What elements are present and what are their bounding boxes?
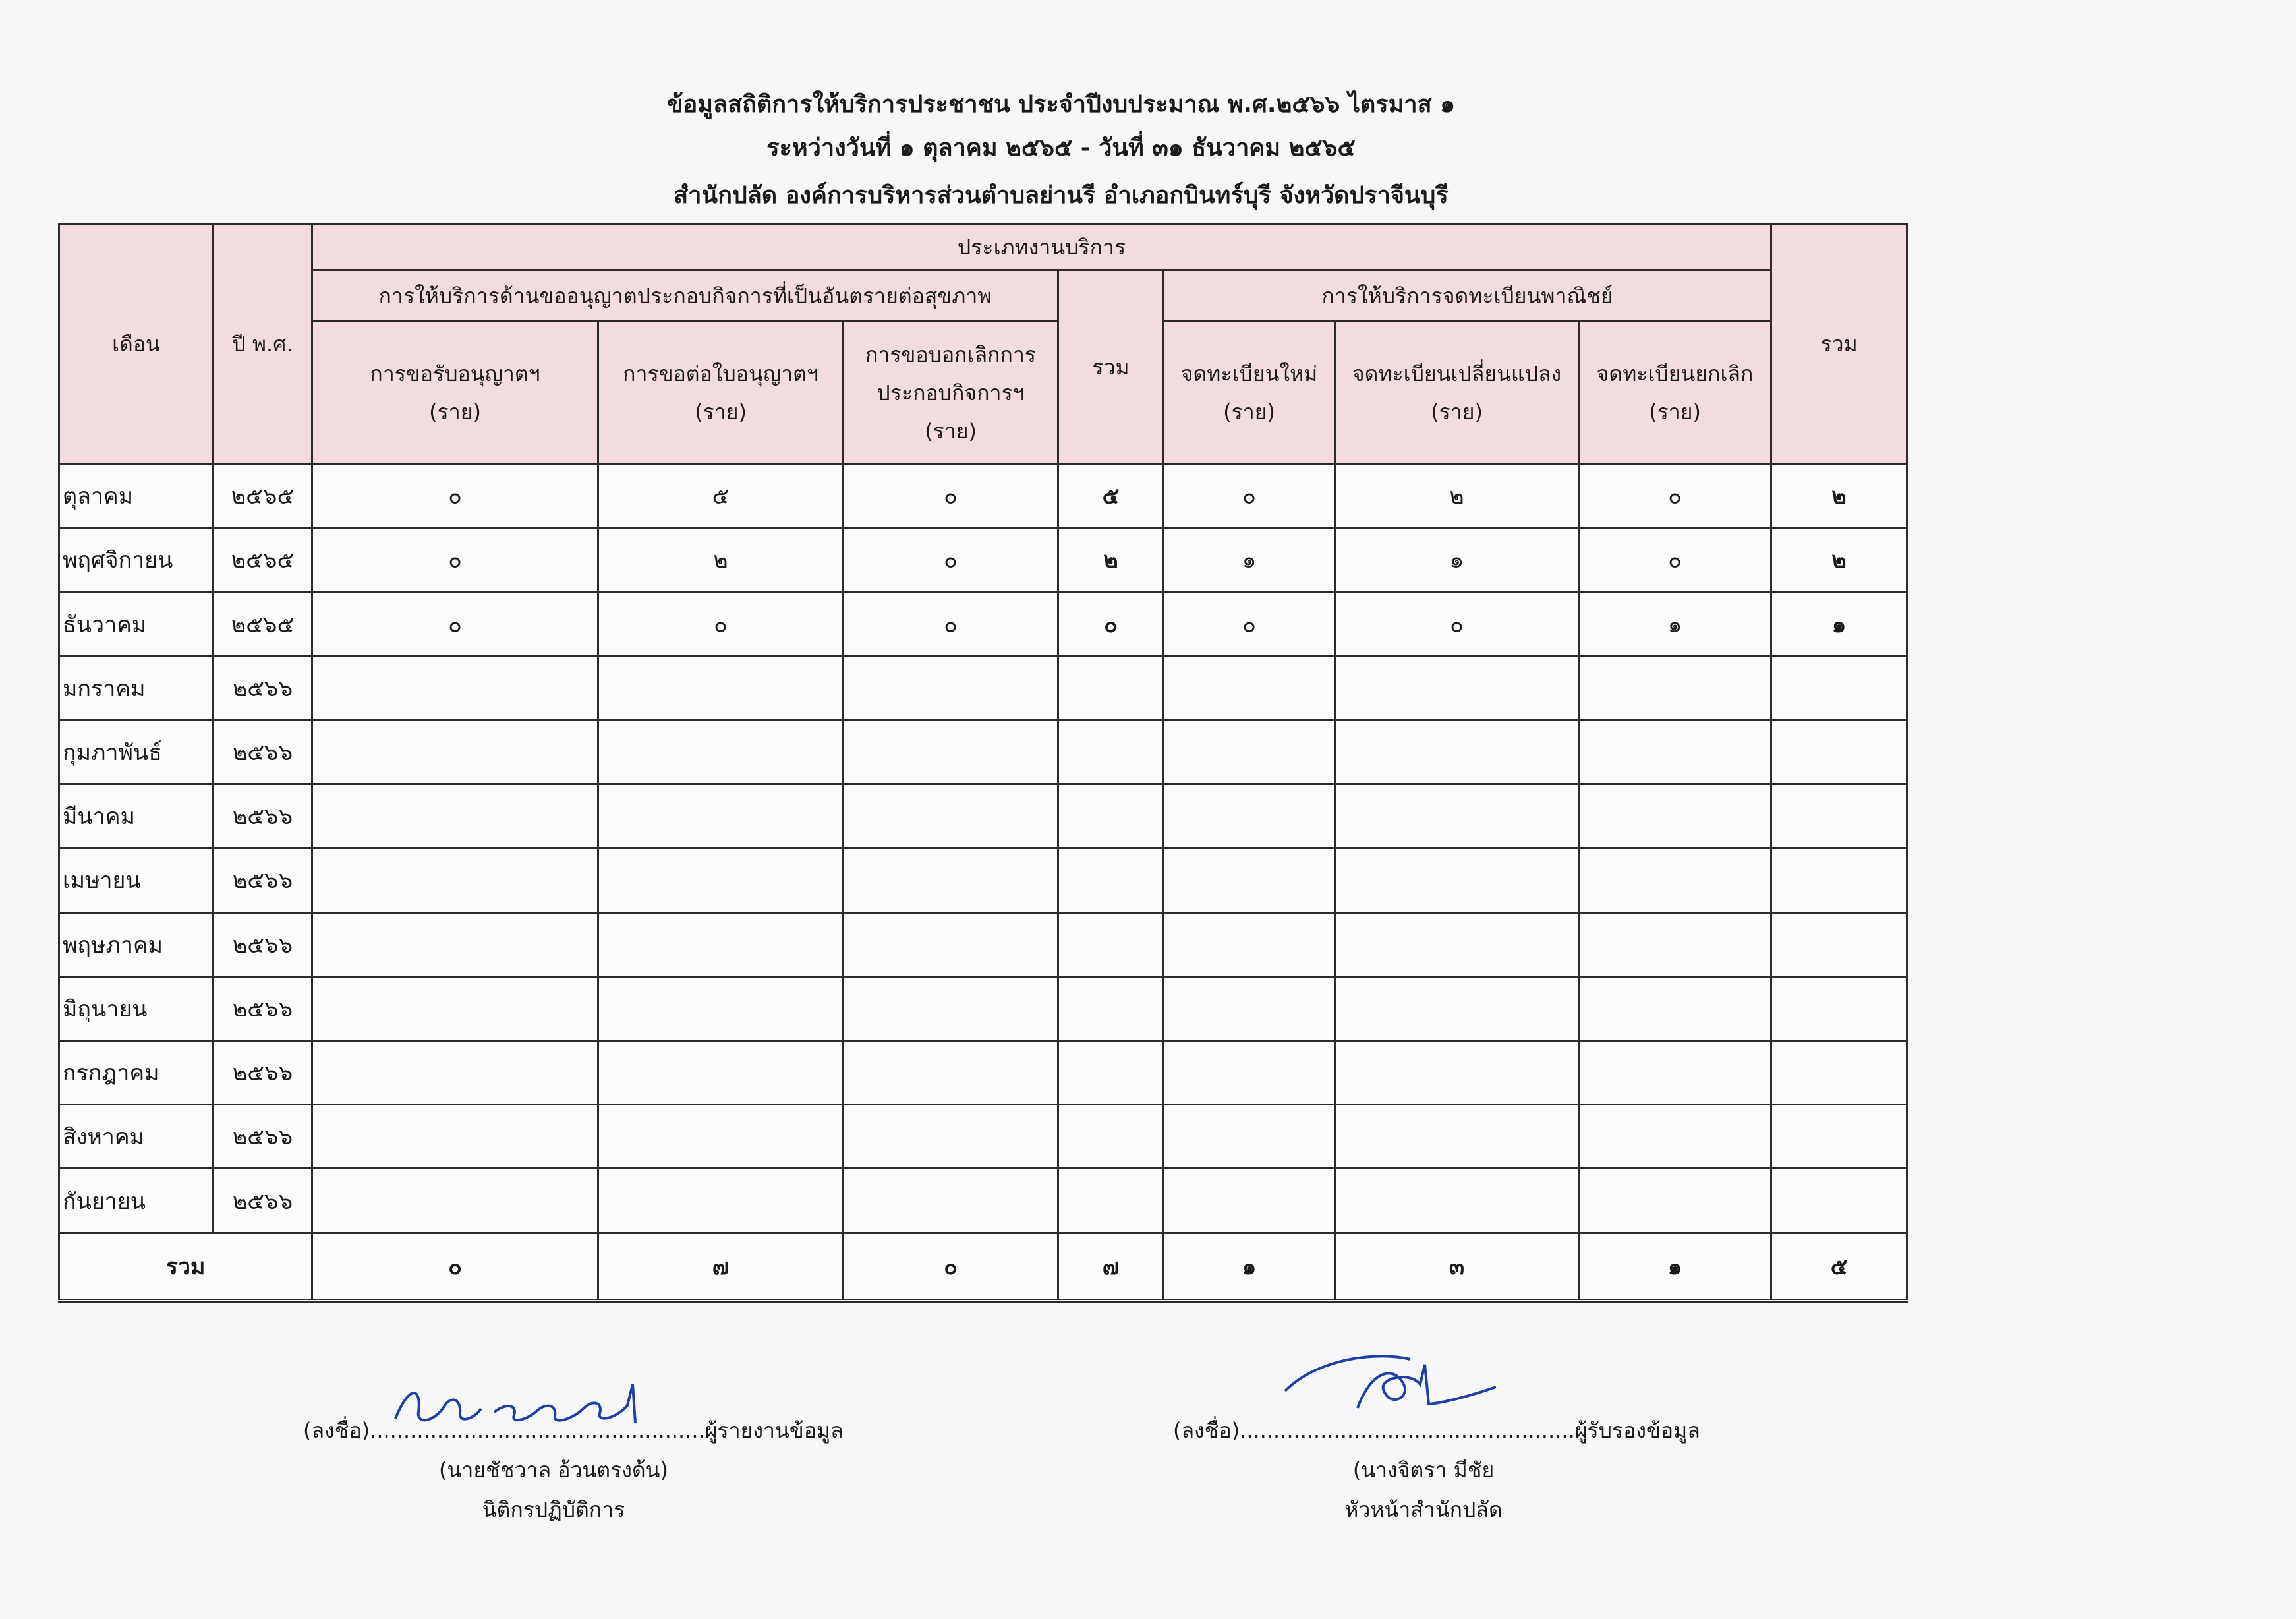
- cell-sum-commerce: [1771, 848, 1907, 912]
- cell-year: ๒๕๖๖: [214, 1169, 312, 1233]
- cell-month: สิงหาคม: [59, 1105, 214, 1169]
- cell-revoke: ๐: [1579, 464, 1771, 528]
- cell-cancel: [844, 912, 1058, 976]
- certifier-signature-stroke: [1285, 1356, 1496, 1408]
- cell-new: [1164, 912, 1335, 976]
- cell-sum-health: [1058, 784, 1164, 848]
- header-total-commerce: รวม: [1771, 224, 1907, 464]
- reporter-signature-stroke: [395, 1384, 635, 1423]
- cell-renew: ๕: [598, 464, 844, 528]
- cell-cancel: [844, 1105, 1058, 1169]
- cell-request: [312, 720, 598, 784]
- cell-sum-health: [1058, 1105, 1164, 1169]
- cell-change: ๑: [1335, 528, 1579, 592]
- header-year: ปี พ.ศ.: [214, 224, 312, 464]
- cell-change: [1335, 848, 1579, 912]
- cell-sum-health: [1058, 656, 1164, 720]
- cell-cancel: [844, 784, 1058, 848]
- cell-renew: [598, 1040, 844, 1104]
- cell-request: [312, 1105, 598, 1169]
- cell-new: [1164, 656, 1335, 720]
- cell-change: [1335, 784, 1579, 848]
- total-row: [59, 1233, 1907, 1301]
- cell-month: กุมภาพันธ์: [59, 720, 214, 784]
- cell-sum-commerce: ๒: [1771, 528, 1907, 592]
- header-month: เดือน: [59, 224, 214, 464]
- cell-request: [312, 912, 598, 976]
- certifier-sign-dots: ..................................................: [1240, 1418, 1575, 1443]
- cell-cancel: [844, 848, 1058, 912]
- cell-year: ๒๕๖๖: [214, 784, 312, 848]
- cell-year: ๒๕๖๕: [214, 464, 312, 528]
- cell-year: ๒๕๖๖: [214, 720, 312, 784]
- cell-new: ๑: [1164, 528, 1335, 592]
- table-row: [59, 592, 1907, 656]
- table-row: [59, 912, 1907, 976]
- cell-revoke: [1579, 848, 1771, 912]
- cell-year: ๒๕๖๖: [214, 1040, 312, 1104]
- cell-renew: [598, 1169, 844, 1233]
- certifier-sign-prefix: (ลงชื่อ): [1173, 1418, 1240, 1443]
- cell-sum-commerce: ๒: [1771, 464, 1907, 528]
- reporter-sign-dots: ..................................................: [370, 1418, 705, 1443]
- cell-request: ๐: [312, 464, 598, 528]
- cell-cancel: ๐: [844, 528, 1058, 592]
- certifier-position: หัวหน้าสำนักปลัด: [1344, 1497, 1503, 1522]
- header-revoke-label: จดทะเบียนยกเลิก: [1596, 361, 1754, 386]
- certifier-role: ผู้รับรองข้อมูล: [1574, 1418, 1700, 1443]
- total-change: ๓: [1335, 1233, 1579, 1301]
- cell-renew: [598, 912, 844, 976]
- header-unit: (ราย): [925, 418, 977, 444]
- statistics-table: [58, 223, 1908, 1303]
- cell-year: ๒๕๖๕: [214, 592, 312, 656]
- cell-sum-health: [1058, 1169, 1164, 1233]
- cell-month: ธันวาคม: [59, 592, 214, 656]
- header-renew-label: การขอต่อใบอนุญาตฯ: [623, 361, 818, 386]
- cell-renew: [598, 656, 844, 720]
- cell-revoke: [1579, 784, 1771, 848]
- cell-revoke: [1579, 1169, 1771, 1233]
- total-cancel: ๐: [844, 1233, 1058, 1301]
- cell-cancel: [844, 1169, 1058, 1233]
- table-row: [59, 1040, 1907, 1104]
- total-new: ๑: [1164, 1233, 1335, 1301]
- cell-month: มกราคม: [59, 656, 214, 720]
- header-cancel-business: [844, 322, 1058, 464]
- cell-change: [1335, 912, 1579, 976]
- cell-month: ตุลาคม: [59, 464, 214, 528]
- cell-year: ๒๕๖๖: [214, 1105, 312, 1169]
- cell-month: มิถุนายน: [59, 976, 214, 1040]
- cell-change: ๐: [1335, 592, 1579, 656]
- cell-new: ๐: [1164, 592, 1335, 656]
- reporter-signature-mark: [382, 1372, 672, 1438]
- header-request-label: การขอรับอนุญาตฯ: [370, 361, 540, 386]
- cell-request: [312, 848, 598, 912]
- cell-year: ๒๕๖๖: [214, 912, 312, 976]
- table-row: [59, 784, 1907, 848]
- cell-new: [1164, 720, 1335, 784]
- cell-request: [312, 976, 598, 1040]
- cell-month: กันยายน: [59, 1169, 214, 1233]
- total-renew: ๗: [598, 1233, 844, 1301]
- reporter-role: ผู้รายงานข้อมูล: [704, 1418, 844, 1443]
- cell-sum-commerce: [1771, 912, 1907, 976]
- certifier-signature-mark: [1278, 1345, 1516, 1424]
- table-row: [59, 656, 1907, 720]
- reporter-name: (นายชัชวาล อ้วนตรงด้น): [438, 1457, 669, 1483]
- header-unit: (ราย): [1649, 399, 1701, 425]
- cell-sum-commerce: [1771, 1105, 1907, 1169]
- cell-request: [312, 1169, 598, 1233]
- header-unit: (ราย): [1223, 399, 1275, 425]
- header-cancel-label-1: การขอบอกเลิกการ: [865, 341, 1036, 367]
- header-register-change: [1335, 322, 1579, 464]
- cell-sum-commerce: [1771, 1040, 1907, 1104]
- cell-change: ๒: [1335, 464, 1579, 528]
- cell-renew: ๒: [598, 528, 844, 592]
- cell-change: [1335, 1105, 1579, 1169]
- certifier-name: (นางจิตรา มีชัย: [1352, 1457, 1495, 1483]
- header-unit: (ราย): [695, 399, 747, 425]
- report-title: ข้อมูลสถิติการให้บริการประชาชน ประจำปีงบประมาณ พ.ศ.๒๕๖๖ ไตรมาส ๑: [667, 91, 1455, 118]
- report-period: ระหว่างวันที่ ๑ ตุลาคม ๒๕๖๕ - วันที่ ๓๑ ธันวาคม ๒๕๖๕: [766, 134, 1356, 162]
- header-register-new: [1164, 322, 1335, 464]
- cell-sum-health: [1058, 720, 1164, 784]
- cell-month: พฤศจิกายน: [59, 528, 214, 592]
- table-row: [59, 1169, 1907, 1233]
- header-unit: (ราย): [429, 399, 481, 425]
- reporter-signature-block: [303, 1411, 844, 1529]
- total-sum-health: ๗: [1058, 1233, 1164, 1301]
- header-total-health: รวม: [1058, 270, 1164, 464]
- header-commerce-group: การให้บริการจดทะเบียนพาณิชย์: [1164, 270, 1771, 322]
- reporter-position: นิติกรปฏิบัติการ: [482, 1497, 625, 1522]
- cell-sum-commerce: ๑: [1771, 592, 1907, 656]
- cell-month: พฤษภาคม: [59, 912, 214, 976]
- cell-new: [1164, 848, 1335, 912]
- cell-change: [1335, 976, 1579, 1040]
- cell-change: [1335, 656, 1579, 720]
- cell-month: มีนาคม: [59, 784, 214, 848]
- cell-renew: [598, 848, 844, 912]
- cell-cancel: [844, 1040, 1058, 1104]
- reporter-sign-prefix: (ลงชื่อ): [303, 1418, 370, 1443]
- cell-sum-health: ๒: [1058, 528, 1164, 592]
- cell-new: [1164, 1105, 1335, 1169]
- header-new-label: จดทะเบียนใหม่: [1180, 361, 1318, 386]
- cell-month: กรกฎาคม: [59, 1040, 214, 1104]
- total-label: รวม: [59, 1233, 312, 1301]
- cell-request: [312, 1040, 598, 1104]
- header-request-permit: [312, 322, 598, 464]
- cell-renew: [598, 720, 844, 784]
- cell-cancel: [844, 976, 1058, 1040]
- cell-cancel: [844, 656, 1058, 720]
- cell-sum-health: [1058, 976, 1164, 1040]
- cell-sum-commerce: [1771, 784, 1907, 848]
- total-revoke: ๑: [1579, 1233, 1771, 1301]
- total-sum-commerce: ๕: [1771, 1233, 1907, 1301]
- table-row: [59, 464, 1907, 528]
- table-row: [59, 976, 1907, 1040]
- cell-revoke: [1579, 720, 1771, 784]
- cell-change: [1335, 1040, 1579, 1104]
- cell-new: [1164, 976, 1335, 1040]
- cell-request: [312, 656, 598, 720]
- cell-request: [312, 784, 598, 848]
- header-renew-permit: [598, 322, 844, 464]
- table-row: [59, 528, 1907, 592]
- cell-request: ๐: [312, 528, 598, 592]
- header-change-label: จดทะเบียนเปลี่ยนแปลง: [1352, 361, 1562, 386]
- cell-new: [1164, 784, 1335, 848]
- header-service-type: ประเภทงานบริการ: [312, 224, 1771, 270]
- cell-change: [1335, 1169, 1579, 1233]
- header-health-permit-group: การให้บริการด้านขออนุญาตประกอบกิจการที่เป็นอันตรายต่อสุขภาพ: [312, 270, 1058, 322]
- cell-revoke: [1579, 656, 1771, 720]
- cell-sum-health: ๕: [1058, 464, 1164, 528]
- cell-cancel: [844, 720, 1058, 784]
- cell-year: ๒๕๖๖: [214, 848, 312, 912]
- cell-renew: [598, 1105, 844, 1169]
- header-unit: (ราย): [1431, 399, 1483, 425]
- cell-new: [1164, 1169, 1335, 1233]
- cell-revoke: [1579, 1040, 1771, 1104]
- table-row: [59, 720, 1907, 784]
- report-agency: สำนักปลัด องค์การบริหารส่วนตำบลย่านรี อำเภอกบินทร์บุรี จังหวัดปราจีนบุรี: [674, 182, 1449, 209]
- cell-cancel: ๐: [844, 464, 1058, 528]
- total-request: ๐: [312, 1233, 598, 1301]
- cell-month: เมษายน: [59, 848, 214, 912]
- cell-sum-commerce: [1771, 976, 1907, 1040]
- cell-revoke: ๑: [1579, 592, 1771, 656]
- header-cancel-label-2: ประกอบกิจการฯ: [876, 380, 1025, 405]
- cell-sum-health: [1058, 848, 1164, 912]
- cell-renew: [598, 784, 844, 848]
- table-row: [59, 848, 1907, 912]
- cell-year: ๒๕๖๖: [214, 656, 312, 720]
- cell-sum-commerce: [1771, 720, 1907, 784]
- cell-new: ๐: [1164, 464, 1335, 528]
- cell-new: [1164, 1040, 1335, 1104]
- cell-revoke: [1579, 912, 1771, 976]
- cell-year: ๒๕๖๕: [214, 528, 312, 592]
- cell-year: ๒๕๖๖: [214, 976, 312, 1040]
- table-row: [59, 1105, 1907, 1169]
- cell-sum-commerce: [1771, 656, 1907, 720]
- cell-revoke: [1579, 976, 1771, 1040]
- cell-sum-health: [1058, 1040, 1164, 1104]
- cell-sum-health: [1058, 912, 1164, 976]
- cell-revoke: [1579, 1105, 1771, 1169]
- cell-change: [1335, 720, 1579, 784]
- cell-sum-health: ๐: [1058, 592, 1164, 656]
- cell-renew: [598, 976, 844, 1040]
- cell-cancel: ๐: [844, 592, 1058, 656]
- cell-sum-commerce: [1771, 1169, 1907, 1233]
- cell-request: ๐: [312, 592, 598, 656]
- header-register-revoke: [1579, 322, 1771, 464]
- certifier-signature-block: [1173, 1411, 1700, 1529]
- cell-revoke: ๐: [1579, 528, 1771, 592]
- cell-renew: ๐: [598, 592, 844, 656]
